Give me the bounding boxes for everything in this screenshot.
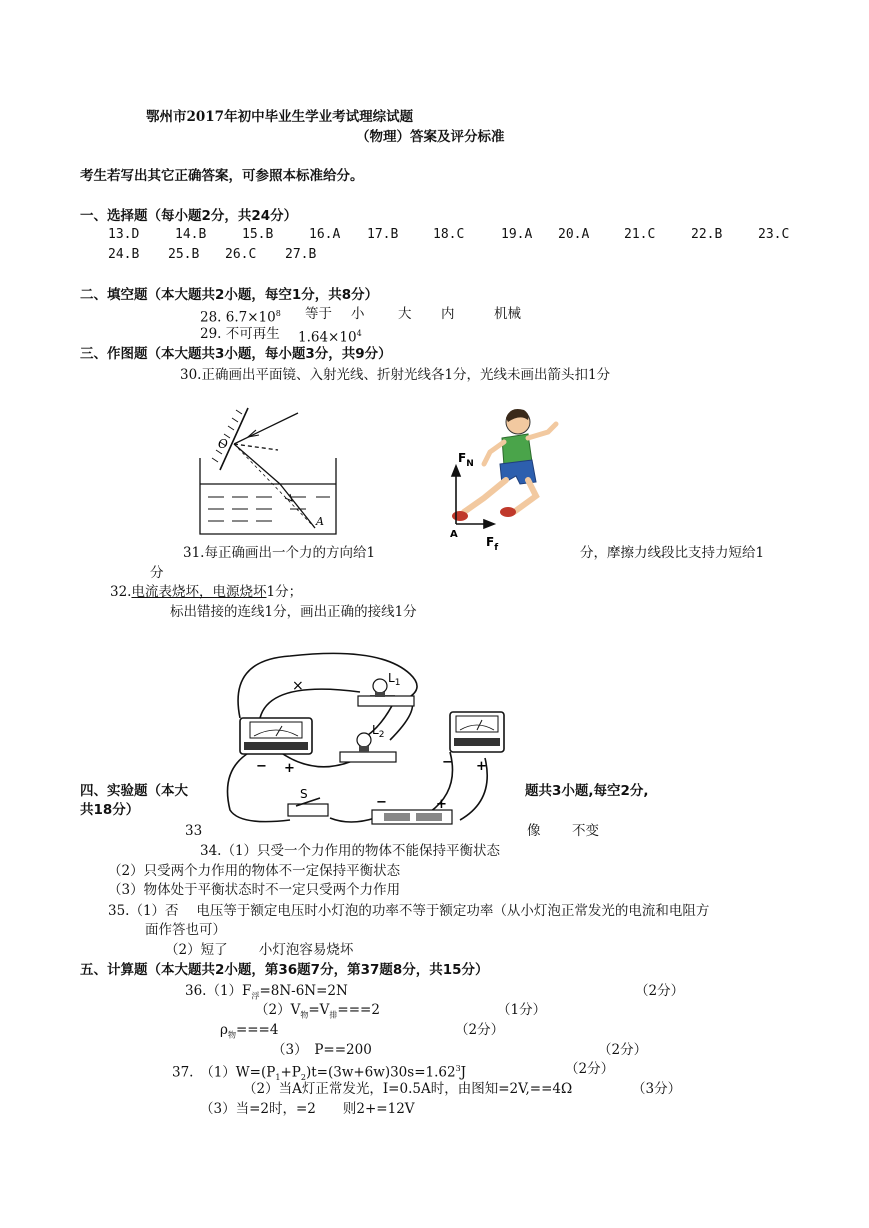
q36-2-sub2: 排 bbox=[329, 1010, 338, 1020]
doc-title: 鄂州市2017年初中毕业生学业考试理综试题 bbox=[146, 109, 414, 125]
q29-a2 bbox=[298, 325, 362, 347]
q37-1-score: （2分） bbox=[565, 1061, 615, 1077]
q37-1-d: J bbox=[460, 1064, 467, 1081]
refraction-diagram bbox=[190, 400, 350, 540]
label-l1-main: L bbox=[388, 671, 395, 685]
answer-item: 21.C bbox=[624, 227, 656, 242]
label-l2-sub: 2 bbox=[378, 730, 385, 740]
q36-1-rest: =8N-6N=2N bbox=[259, 983, 348, 999]
q32-line bbox=[110, 583, 302, 601]
q36-1-sub: 浮 bbox=[251, 991, 260, 1001]
q34-1: 34.（1）只受一个力作用的物体不能保持平衡状态 bbox=[200, 843, 501, 859]
battery bbox=[372, 810, 452, 824]
x-mark: × bbox=[292, 678, 304, 694]
q32-underlined: 电流表烧坏，电源烧坏 bbox=[131, 584, 267, 600]
q32-label: 32. bbox=[110, 584, 132, 600]
q36-2-b: =V bbox=[308, 1002, 330, 1018]
label-o: O bbox=[218, 437, 228, 451]
section-5-heading: 五、计算题（本大题共2小题，第36题7分，第37题8分，共15分） bbox=[80, 962, 489, 978]
q28-label: 28. bbox=[200, 309, 222, 326]
label-fn-sub: N bbox=[466, 459, 474, 469]
answer-item: 24.B bbox=[108, 247, 140, 262]
q37-1-b: +P bbox=[280, 1064, 301, 1081]
section-4-heading-b: 题共3小题,每空2分, bbox=[525, 783, 649, 799]
q29-value: 1.64×10 bbox=[298, 329, 357, 346]
q36-3 bbox=[220, 1021, 278, 1045]
answer-item: 26.C bbox=[225, 247, 257, 262]
answer-item: 17.B bbox=[367, 227, 399, 242]
q36-3-b: ===4 bbox=[235, 1022, 279, 1038]
answer-item: 19.A bbox=[501, 227, 533, 242]
answer-item: 22.B bbox=[691, 227, 723, 242]
bulb-l2 bbox=[340, 733, 396, 762]
q28-a2: 小 bbox=[351, 306, 365, 322]
q28-a4: 内 bbox=[441, 306, 455, 322]
q36-2-c: ===2 bbox=[337, 1002, 380, 1018]
q36-4-score: （2分） bbox=[598, 1042, 648, 1058]
answer-item: 16.A bbox=[309, 227, 341, 242]
q28-a1: 等于 bbox=[305, 306, 332, 322]
answer-item: 15.B bbox=[242, 227, 274, 242]
q32-rest: 1分； bbox=[266, 584, 303, 600]
q36-3-a: ρ bbox=[220, 1022, 228, 1038]
label-a: A bbox=[316, 515, 324, 528]
q35-1b: 面作答也可） bbox=[145, 922, 226, 938]
q28-a3: 大 bbox=[398, 306, 412, 322]
q34-3: （3）物体处于平衡状态时不一定只受两个力作用 bbox=[108, 882, 401, 898]
q30-text: 30.正确画出平面镜、入射光线、折射光线各1分，光线未画出箭头扣1分 bbox=[180, 367, 611, 383]
doc-subtitle: （物理）答案及评分标准 bbox=[356, 129, 505, 145]
q33-a2: 不变 bbox=[572, 823, 599, 839]
q33-label: 33 bbox=[185, 823, 203, 839]
right-plus: + bbox=[476, 759, 487, 774]
label-fn bbox=[458, 451, 474, 469]
q29-label: 29. bbox=[200, 326, 222, 342]
answer-item: 23.C bbox=[758, 227, 790, 242]
section-4-heading-c: 共18分） bbox=[80, 802, 140, 818]
label-l1 bbox=[388, 671, 400, 688]
q37-1-sup: 3 bbox=[455, 1064, 461, 1073]
section-2-heading: 二、填空题（本大题共2小题，每空1分，共8分） bbox=[80, 287, 379, 303]
label-fn-main: F bbox=[458, 451, 467, 465]
answer-item: 20.A bbox=[558, 227, 590, 242]
q35-1: 35.（1）否 电压等于额定电压时小灯泡的功率不等于额定功率（从小灯泡正常发光的电流和电阻方 bbox=[108, 903, 710, 919]
q28-line bbox=[200, 305, 281, 327]
q31-text-c: 分 bbox=[150, 565, 164, 581]
q37-1-c: )t=(3w+6w)30s=1.62 bbox=[305, 1064, 456, 1081]
label-ff-sub: f bbox=[494, 543, 499, 550]
answer-item: 27.B bbox=[285, 247, 317, 262]
q35-2: （2）短了 小灯泡容易烧坏 bbox=[165, 942, 354, 958]
answer-item: 13.D bbox=[108, 227, 140, 242]
label-ff-main: F bbox=[486, 535, 495, 549]
q31-text-a: 31.每正确画出一个力的方向给1 bbox=[183, 545, 376, 561]
label-l2-main: L bbox=[372, 723, 379, 737]
left-minus: − bbox=[256, 759, 267, 774]
ammeter-right bbox=[450, 712, 504, 752]
q33-a1: 像 bbox=[527, 823, 541, 839]
q29-a1: 不可再生 bbox=[225, 326, 280, 342]
q36-1-a: 36.（1）F bbox=[185, 983, 252, 999]
q31-text-b: 分，摩擦力线段比支持力短给1 bbox=[580, 545, 765, 561]
circuit-diagram bbox=[220, 640, 520, 830]
ammeter-left bbox=[240, 718, 312, 754]
q37-3: （3）当=2时，=2 则2+=12V bbox=[200, 1101, 415, 1117]
q36-2-a: （2）V bbox=[255, 1002, 301, 1018]
section-1-heading: 一、选择题（每小题2分，共24分） bbox=[80, 208, 298, 224]
label-ff bbox=[486, 535, 498, 550]
switch bbox=[288, 798, 328, 816]
label-l1-sub: 1 bbox=[394, 678, 401, 688]
q28-exponent: 8 bbox=[275, 309, 281, 318]
q28-value: 6.7×10 bbox=[225, 309, 276, 326]
section-3-heading: 三、作图题（本大题共3小题，每小题3分，共9分） bbox=[80, 346, 392, 362]
q37-1-a: 37. （1）W=(P bbox=[172, 1064, 276, 1081]
q37-1-s1: 1 bbox=[275, 1073, 281, 1083]
answer-item: 18.C bbox=[433, 227, 465, 242]
label-runner-a: A bbox=[450, 529, 458, 540]
q36-3-sub: 物 bbox=[227, 1030, 236, 1040]
section-4-heading-a: 四、实验题（本大 bbox=[80, 783, 188, 799]
q29-line bbox=[200, 325, 280, 343]
q32-line-2: 标出错接的连线1分，画出正确的接线1分 bbox=[170, 604, 417, 620]
bulb-l1 bbox=[358, 679, 414, 706]
q36-2-score: （1分） bbox=[497, 1002, 547, 1018]
left-plus: + bbox=[284, 761, 295, 776]
q37-2: （2）当A灯正常发光，I=0.5A时，由图知=2V,==4Ω bbox=[243, 1081, 573, 1097]
label-l2 bbox=[372, 723, 384, 740]
q36-3-score: （2分） bbox=[455, 1022, 505, 1038]
q34-2: （2）只受两个力作用的物体不一定保持平衡状态 bbox=[108, 863, 401, 879]
answer-item: 25.B bbox=[168, 247, 200, 262]
scoring-note: 考生若写出其它正确答案，可参照本标准给分。 bbox=[80, 168, 364, 184]
q29-exponent: 4 bbox=[356, 329, 362, 338]
q37-1-s2: 2 bbox=[300, 1073, 306, 1083]
answer-item: 14.B bbox=[175, 227, 207, 242]
q36-2-sub1: 物 bbox=[300, 1010, 309, 1020]
q36-1-score: （2分） bbox=[635, 983, 685, 999]
right-minus: − bbox=[442, 755, 453, 770]
q36-4: （3） P==200 bbox=[272, 1042, 372, 1058]
label-s: S bbox=[300, 787, 308, 801]
runner-force-diagram bbox=[440, 400, 570, 550]
q28-a5: 机械 bbox=[494, 306, 521, 322]
battery-plus: + bbox=[436, 797, 447, 812]
battery-minus: − bbox=[376, 795, 387, 810]
q37-2-score: （3分） bbox=[632, 1081, 682, 1097]
